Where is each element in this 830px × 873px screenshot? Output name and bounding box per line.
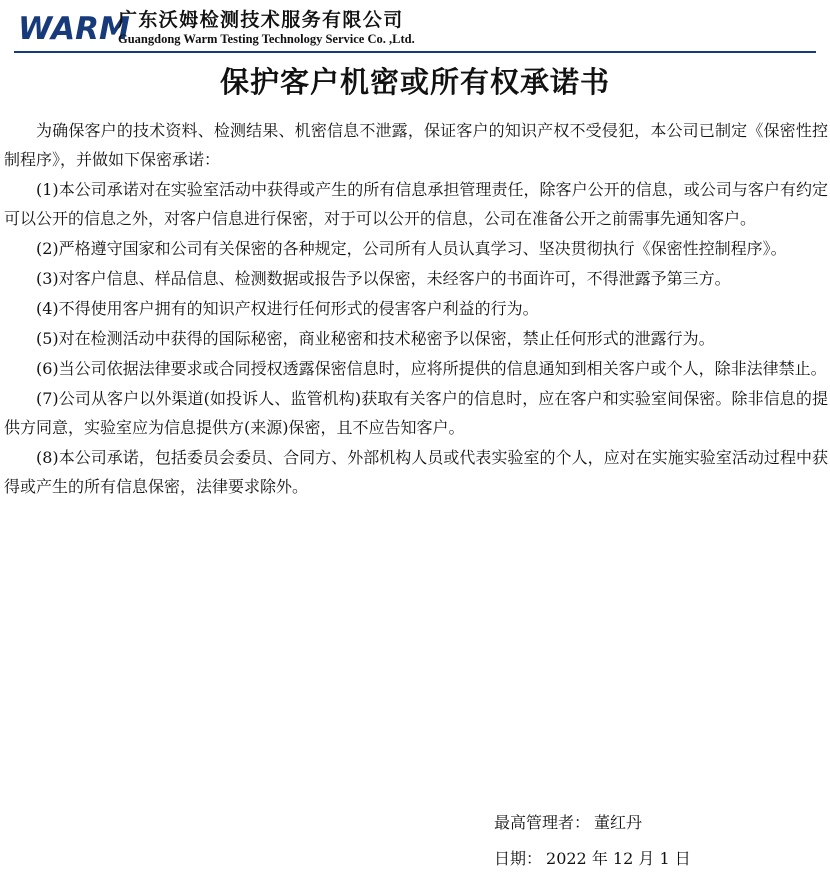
date-label: 日期： <box>494 849 543 868</box>
commitment-item-1: (1)本公司承诺对在实验室活动中获得或产生的所有信息承担管理责任，除客户公开的信息，或公司与客户有约定可以公开的信息之外，对客户信息进行保密，对于可以公开的信息，公司在准备公开之前需事先通知客户。 <box>4 180 828 228</box>
manager-row <box>494 808 691 837</box>
commitment-item-5: (5)对在检测活动中获得的国际秘密，商业秘密和技术秘密予以保密，禁止任何形式的泄露行为。 <box>36 329 715 348</box>
commitment-item-2: (2)严格遵守国家和公司有关保密的各种规定，公司所有人员认真学习、坚决贯彻执行《保密性控制程序》。 <box>36 239 787 258</box>
company-logo: WARM <box>18 11 130 47</box>
commitment-item-4: (4)不得使用客户拥有的知识产权进行任何形式的侵害客户利益的行为。 <box>36 299 539 318</box>
date-value: 2022 年 12 月 1 日 <box>546 849 691 868</box>
document-body <box>4 116 828 502</box>
date-row <box>494 844 691 873</box>
commitment-item-7: (7)公司从客户以外渠道(如投诉人、监管机构)获取有关客户的信息时，应在客户和实验室间保密。除非信息的提供方同意，实验室应为信息提供方(来源)保密，且不应告知客户。 <box>4 389 828 437</box>
commitment-item-8: (8)本公司承诺，包括委员会委员、合同方、外部机构人员或代表实验室的个人，应对在实施实验室活动过程中获得或产生的所有信息保密，法律要求除外。 <box>4 448 828 496</box>
manager-label: 最高管理者： <box>494 813 591 832</box>
commitment-item-6: (6)当公司依据法律要求或合同授权透露保密信息时，应将所提供的信息通知到相关客户或个人，除非法律禁止。 <box>36 359 827 378</box>
intro-paragraph: 为确保客户的技术资料、检测结果、机密信息不泄露，保证客户的知识产权不受侵犯，本公司已制定《保密性控制程序》，并做如下保密承诺： <box>4 121 828 169</box>
letterhead <box>14 8 816 52</box>
company-name-english: Guangdong Warm Testing Technology Service Co. ,Ltd. <box>118 32 415 46</box>
signature-block <box>494 808 691 873</box>
manager-name: 董红丹 <box>594 813 643 832</box>
document-title: 保护客户机密或所有权承诺书 <box>219 65 610 99</box>
commitment-item-3: (3)对客户信息、样品信息、检测数据或报告予以保密，未经客户的书面许可，不得泄露予第三方。 <box>36 269 731 288</box>
company-name-chinese: 广东沃姆检测技术服务有限公司 <box>118 9 404 31</box>
header-divider <box>14 51 816 53</box>
